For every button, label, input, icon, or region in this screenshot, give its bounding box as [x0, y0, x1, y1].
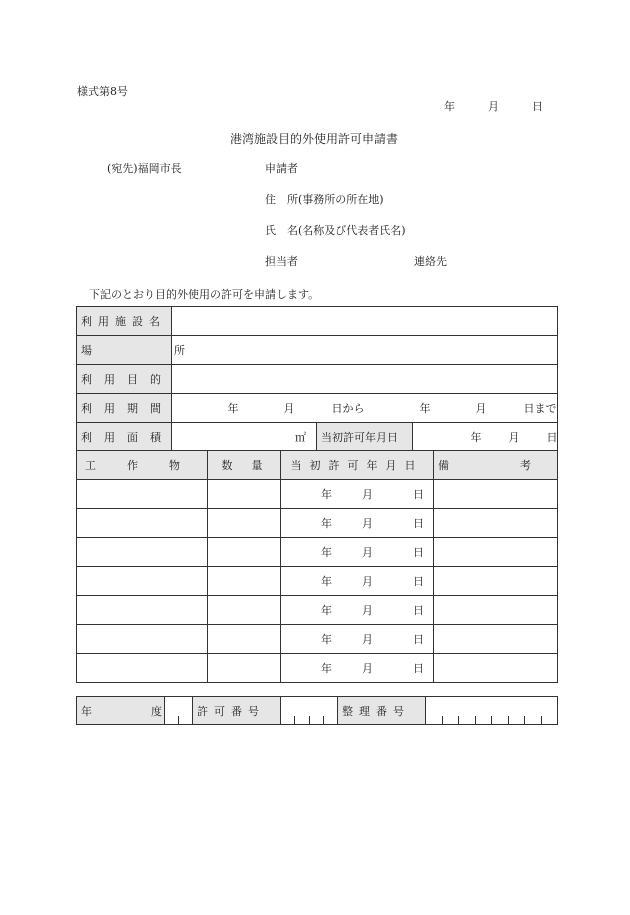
- date-line: [444, 98, 543, 114]
- admin-table: [76, 696, 558, 725]
- quantity-field[interactable]: [208, 596, 281, 625]
- fiscal-year-label: 年 度: [77, 697, 165, 725]
- date-year: 年: [444, 100, 455, 113]
- period-end-month: 月: [475, 402, 487, 415]
- remarks-field[interactable]: [434, 625, 558, 654]
- initial-permit-date-field[interactable]: [413, 423, 558, 452]
- table-row: [77, 654, 558, 683]
- period-label: 利用期間: [77, 394, 172, 423]
- initial-year: 年: [470, 431, 482, 444]
- quantity-field[interactable]: [208, 509, 281, 538]
- quantity-header: 数 量: [208, 451, 281, 480]
- purpose-field[interactable]: [172, 365, 558, 394]
- initial-permit-date-label: 当初許可年月日: [317, 423, 413, 452]
- initial-date-header: 当初許可年月日: [281, 451, 434, 480]
- structure-field[interactable]: [77, 596, 208, 625]
- table-row: [77, 538, 558, 567]
- applicant-heading: 申請者: [265, 162, 298, 175]
- table-row: [77, 625, 558, 654]
- purpose-label: 利用目的: [77, 365, 172, 394]
- structure-field[interactable]: [77, 538, 208, 567]
- structure-field[interactable]: [77, 567, 208, 596]
- table-row: [77, 480, 558, 509]
- reference-number-label: 整理番号: [338, 697, 426, 725]
- remarks-field[interactable]: [434, 509, 558, 538]
- structure-field[interactable]: [77, 509, 208, 538]
- initial-month: 月: [508, 431, 520, 444]
- structure-field[interactable]: [77, 654, 208, 683]
- contact-person-label: 担当者: [265, 255, 298, 268]
- permit-table: [76, 306, 558, 452]
- date-month: 月: [488, 100, 499, 113]
- period-field[interactable]: [172, 394, 558, 423]
- initial-date-field[interactable]: 年 月 日: [281, 596, 434, 625]
- works-table: [76, 450, 561, 683]
- remarks-field[interactable]: [434, 480, 558, 509]
- quantity-field[interactable]: [208, 625, 281, 654]
- document-title: 港湾施設目的外使用許可申請書: [230, 132, 399, 146]
- contact-label: 連絡先: [414, 255, 447, 268]
- initial-date-field[interactable]: 年 月 日: [281, 625, 434, 654]
- facility-name-field[interactable]: [172, 307, 558, 336]
- permit-number-label: 許可番号: [193, 697, 281, 725]
- quantity-field[interactable]: [208, 538, 281, 567]
- intro-text: 下記のとおり目的外使用の許可を申請します。: [89, 288, 320, 301]
- applicant-name-label: 氏 名(名称及び代表者氏名): [265, 224, 406, 237]
- structure-header: 工 作 物: [77, 451, 208, 480]
- facility-name-label: 利用施設名: [77, 307, 172, 336]
- area-unit: ㎡: [295, 431, 306, 444]
- form-number: 様式第8号: [77, 85, 128, 98]
- quantity-field[interactable]: [208, 567, 281, 596]
- structure-field[interactable]: [77, 625, 208, 654]
- period-start-month: 月: [283, 402, 295, 415]
- remarks-field[interactable]: [434, 538, 558, 567]
- remarks-field[interactable]: [434, 567, 558, 596]
- reference-number-field[interactable]: [426, 697, 558, 725]
- date-day: 日: [532, 100, 543, 113]
- initial-date-field[interactable]: 年 月 日: [281, 538, 434, 567]
- remarks-header: 備 考: [434, 451, 558, 480]
- period-to: 日まで: [523, 402, 557, 415]
- permit-number-field[interactable]: [281, 697, 338, 725]
- initial-date-field[interactable]: 年 月 日: [281, 654, 434, 683]
- period-from: 日から: [331, 402, 365, 415]
- applicant-address-label: 住 所(事務所の所在地): [265, 193, 384, 206]
- period-start-year: 年: [227, 402, 239, 415]
- location-label: 場 所: [77, 336, 172, 365]
- initial-date-field[interactable]: 年 月 日: [281, 480, 434, 509]
- addressee: (宛先)福岡市長: [107, 162, 182, 175]
- remarks-field[interactable]: [434, 596, 558, 625]
- quantity-field[interactable]: [208, 654, 281, 683]
- table-row: [77, 509, 558, 538]
- initial-date-field[interactable]: 年 月 日: [281, 567, 434, 596]
- table-row: [77, 567, 558, 596]
- remarks-field[interactable]: [434, 654, 558, 683]
- area-field[interactable]: [172, 423, 317, 452]
- quantity-field[interactable]: [208, 480, 281, 509]
- period-end-year: 年: [419, 402, 431, 415]
- structure-field[interactable]: [77, 480, 208, 509]
- initial-day: 日: [546, 431, 558, 444]
- table-row: [77, 596, 558, 625]
- initial-date-field[interactable]: 年 月 日: [281, 509, 434, 538]
- area-label: 利用面積: [77, 423, 172, 452]
- location-field[interactable]: [172, 336, 558, 365]
